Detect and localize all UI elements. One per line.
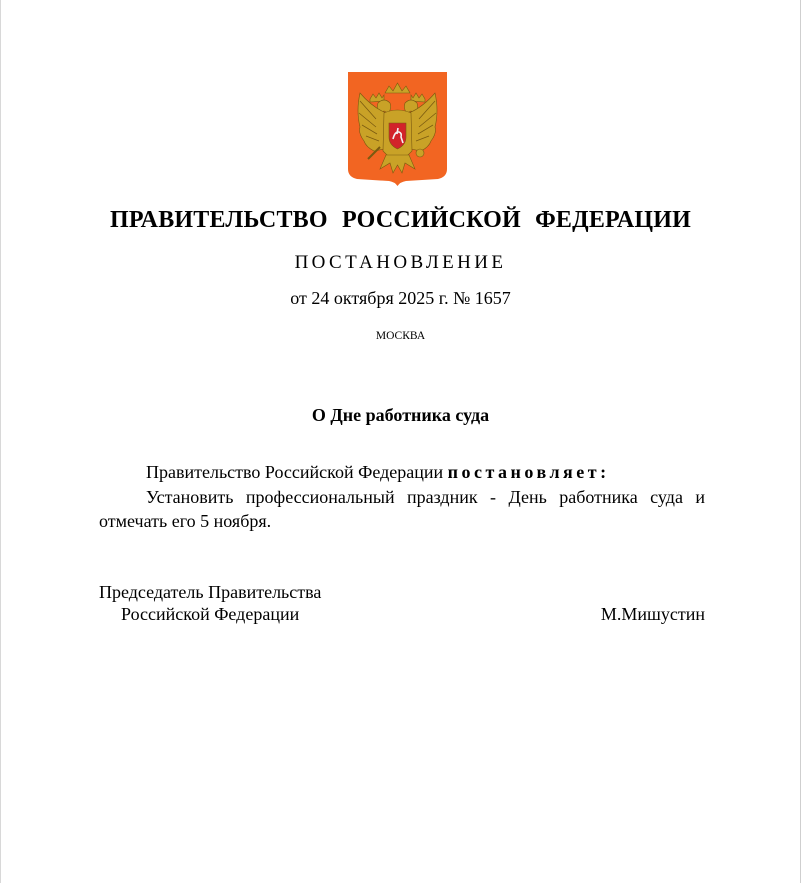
resolves-text: постановляет: bbox=[447, 462, 610, 482]
preamble-paragraph bbox=[99, 460, 705, 484]
russian-coat-of-arms-icon bbox=[346, 71, 449, 186]
document-type: ПОСТАНОВЛЕНИЕ bbox=[294, 252, 507, 273]
document-city: МОСКВА bbox=[375, 330, 426, 342]
signature-block bbox=[99, 581, 705, 625]
preamble-text: Правительство Российской Федерации bbox=[146, 462, 444, 482]
signatory-position-line2: Российской Федерации bbox=[121, 604, 300, 624]
decision-paragraph: Установить профессиональный праздник - День работника суда и отмечать его 5 ноября. bbox=[99, 487, 705, 531]
document-subject: О Дне работника суда bbox=[311, 405, 490, 425]
signatory-position-line1: Председатель Правительства bbox=[99, 582, 322, 602]
signatory-name: М.Мишустин bbox=[600, 604, 705, 624]
page-border-left bbox=[0, 0, 1, 883]
document-date-number: от 24 октября 2025 г. № 1657 bbox=[290, 288, 511, 308]
government-title: ПРАВИТЕЛЬСТВО РОССИЙСКОЙ ФЕДЕРАЦИИ bbox=[110, 207, 691, 233]
